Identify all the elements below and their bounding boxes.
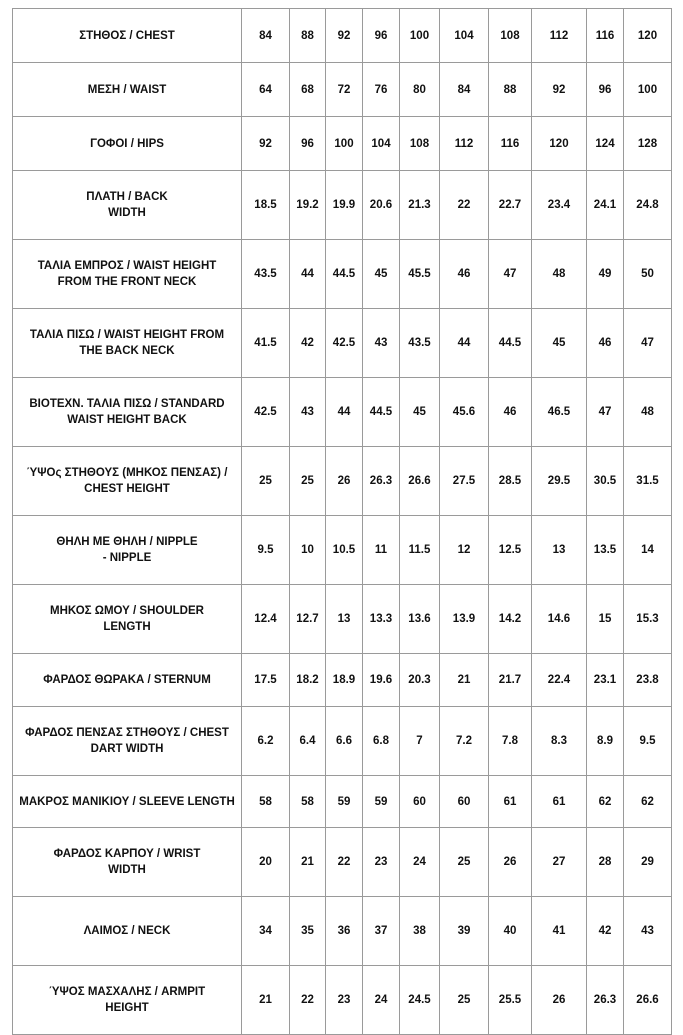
measurement-value: 43	[624, 897, 672, 966]
measurement-value: 45.5	[400, 240, 440, 309]
measurement-value: 23	[326, 966, 363, 1035]
measurement-value: 60	[400, 776, 440, 828]
measurement-value: 23.1	[587, 654, 624, 707]
measurement-value: 29.5	[532, 447, 587, 516]
measurement-label-cell	[13, 378, 242, 447]
measurement-value: 116	[587, 9, 624, 63]
measurement-value: 59	[326, 776, 363, 828]
measurement-value: 25	[440, 828, 489, 897]
measurement-value: 46	[587, 309, 624, 378]
measurement-label: ΛΑΙΜΟΣ / NECK	[83, 925, 171, 937]
measurement-label-cell	[13, 966, 242, 1035]
measurement-value: 88	[489, 63, 532, 117]
measurement-value: 22.7	[489, 171, 532, 240]
table-row	[13, 171, 672, 240]
measurement-value: 11	[363, 516, 400, 585]
size-chart-table	[12, 8, 672, 1035]
measurement-value: 24.1	[587, 171, 624, 240]
table-row	[13, 966, 672, 1035]
measurement-value: 64	[242, 63, 290, 117]
measurement-value: 11.5	[400, 516, 440, 585]
measurement-value: 24	[363, 966, 400, 1035]
measurement-value: 29	[624, 828, 672, 897]
measurement-value: 6.2	[242, 707, 290, 776]
measurement-value: 9.5	[624, 707, 672, 776]
measurement-value: 48	[532, 240, 587, 309]
measurement-value: 20.3	[400, 654, 440, 707]
measurement-value: 23.4	[532, 171, 587, 240]
measurement-value: 23.8	[624, 654, 672, 707]
measurement-label-cell	[13, 654, 242, 707]
measurement-value: 27	[532, 828, 587, 897]
measurement-value: 9.5	[242, 516, 290, 585]
measurement-value: 96	[587, 63, 624, 117]
measurement-value: 44.5	[326, 240, 363, 309]
measurement-value: 31.5	[624, 447, 672, 516]
measurement-value: 13	[326, 585, 363, 654]
measurement-value: 41.5	[242, 309, 290, 378]
measurement-label-cell	[13, 171, 242, 240]
measurement-value: 38	[400, 897, 440, 966]
measurement-value: 44.5	[489, 309, 532, 378]
measurement-value: 13.3	[363, 585, 400, 654]
measurement-label: ΣΤΗΘΟΣ / CHEST	[79, 29, 175, 42]
measurement-value: 46	[489, 378, 532, 447]
measurement-value: 6.4	[290, 707, 326, 776]
measurement-value: 22	[326, 828, 363, 897]
measurement-value: 42	[290, 309, 326, 378]
measurement-value: 10.5	[326, 516, 363, 585]
measurement-value: 49	[587, 240, 624, 309]
measurement-value: 23	[363, 828, 400, 897]
measurement-label: ΎΨΟΣ ΜΑΣΧΑΛΗΣ / ARMPIT HEIGHT	[48, 986, 206, 1014]
measurement-value: 26.6	[400, 447, 440, 516]
measurement-label: ΒΙΟΤΕΧΝ. ΤΑΛΙΑ ΠΙΣΩ / STANDARD WAIST HEIGHT BACK	[29, 398, 225, 426]
measurement-value: 21.7	[489, 654, 532, 707]
measurement-value: 26.6	[624, 966, 672, 1035]
measurement-label: ΘΗΛΗ ΜΕ ΘΗΛΗ / NIPPLE - NIPPLE	[56, 536, 198, 564]
measurement-value: 44.5	[363, 378, 400, 447]
measurement-value: 92	[326, 9, 363, 63]
measurement-value: 45	[400, 378, 440, 447]
table-row	[13, 776, 672, 828]
measurement-value: 7	[400, 707, 440, 776]
table-row	[13, 516, 672, 585]
measurement-value: 18.5	[242, 171, 290, 240]
measurement-label: ΓΟΦΟΙ / HIPS	[90, 137, 164, 150]
measurement-value: 7.2	[440, 707, 489, 776]
measurement-value: 7.8	[489, 707, 532, 776]
measurement-value: 12	[440, 516, 489, 585]
measurement-value: 19.6	[363, 654, 400, 707]
measurement-label-cell	[13, 240, 242, 309]
measurement-value: 58	[290, 776, 326, 828]
measurement-value: 20	[242, 828, 290, 897]
measurement-value: 19.9	[326, 171, 363, 240]
measurement-value: 24.5	[400, 966, 440, 1035]
measurement-value: 27.5	[440, 447, 489, 516]
table-row	[13, 828, 672, 897]
measurement-value: 96	[363, 9, 400, 63]
table-row	[13, 897, 672, 966]
measurement-value: 21.3	[400, 171, 440, 240]
measurement-label-cell	[13, 707, 242, 776]
table-row	[13, 378, 672, 447]
measurement-value: 58	[242, 776, 290, 828]
measurement-value: 62	[624, 776, 672, 828]
measurement-value: 25.5	[489, 966, 532, 1035]
measurement-value: 22	[440, 171, 489, 240]
measurement-value: 14	[624, 516, 672, 585]
measurement-value: 14.2	[489, 585, 532, 654]
measurement-value: 112	[532, 9, 587, 63]
measurement-value: 42.5	[326, 309, 363, 378]
measurement-value: 47	[624, 309, 672, 378]
measurement-value: 18.2	[290, 654, 326, 707]
measurement-value: 40	[489, 897, 532, 966]
measurement-value: 44	[326, 378, 363, 447]
measurement-value: 13.5	[587, 516, 624, 585]
measurement-value: 84	[440, 63, 489, 117]
measurement-value: 92	[532, 63, 587, 117]
measurement-value: 100	[400, 9, 440, 63]
measurement-label-cell	[13, 9, 242, 63]
measurement-value: 43.5	[400, 309, 440, 378]
measurement-value: 10	[290, 516, 326, 585]
measurement-value: 50	[624, 240, 672, 309]
measurement-label-cell	[13, 447, 242, 516]
measurement-value: 22	[290, 966, 326, 1035]
measurement-value: 120	[532, 117, 587, 171]
measurement-value: 12.7	[290, 585, 326, 654]
measurement-value: 21	[242, 966, 290, 1035]
measurement-label: ΜΑΚΡΟΣ ΜΑΝΙΚΙΟΥ / SLEEVE LENGTH	[19, 795, 235, 808]
measurement-value: 25	[242, 447, 290, 516]
measurement-value: 47	[489, 240, 532, 309]
measurement-value: 59	[363, 776, 400, 828]
measurement-value: 19.2	[290, 171, 326, 240]
measurement-label: ΜΗΚΟΣ ΩΜΟΥ / SHOULDER LENGTH	[50, 605, 204, 633]
measurement-value: 26	[489, 828, 532, 897]
measurement-value: 8.3	[532, 707, 587, 776]
measurement-label-cell	[13, 63, 242, 117]
measurement-value: 26	[532, 966, 587, 1035]
measurement-value: 128	[624, 117, 672, 171]
measurement-value: 45	[532, 309, 587, 378]
measurement-value: 41	[532, 897, 587, 966]
table-row	[13, 9, 672, 63]
measurement-value: 13.6	[400, 585, 440, 654]
measurement-value: 43	[363, 309, 400, 378]
measurement-value: 104	[440, 9, 489, 63]
measurement-value: 26.3	[587, 966, 624, 1035]
measurement-label-cell	[13, 897, 242, 966]
measurement-value: 12.5	[489, 516, 532, 585]
measurement-value: 47	[587, 378, 624, 447]
measurement-value: 21	[290, 828, 326, 897]
measurement-value: 100	[624, 63, 672, 117]
measurement-value: 28	[587, 828, 624, 897]
measurement-value: 45	[363, 240, 400, 309]
measurement-value: 80	[400, 63, 440, 117]
measurement-value: 46.5	[532, 378, 587, 447]
measurement-value: 20.6	[363, 171, 400, 240]
measurement-value: 61	[489, 776, 532, 828]
measurement-value: 17.5	[242, 654, 290, 707]
measurement-value: 42	[587, 897, 624, 966]
table-row	[13, 240, 672, 309]
measurement-label-cell	[13, 776, 242, 828]
table-row	[13, 117, 672, 171]
measurement-value: 24.8	[624, 171, 672, 240]
measurement-value: 76	[363, 63, 400, 117]
measurement-value: 6.8	[363, 707, 400, 776]
measurement-label: ΠΛΑΤΗ / BACK WIDTH	[86, 191, 168, 219]
measurement-label: ΦΑΡΔΟΣ ΘΩΡΑΚΑ / STERNUM	[43, 674, 211, 686]
measurement-value: 108	[400, 117, 440, 171]
measurement-value: 8.9	[587, 707, 624, 776]
measurement-label-cell	[13, 585, 242, 654]
measurement-value: 46	[440, 240, 489, 309]
measurement-value: 12.4	[242, 585, 290, 654]
measurement-value: 24	[400, 828, 440, 897]
table-row	[13, 585, 672, 654]
measurement-label: ΎΨΟς ΣΤΗΘΟΥΣ (ΜΗΚΟΣ ΠΕΝΣΑΣ) / CHEST HEIGHT	[26, 467, 228, 495]
measurement-value: 26.3	[363, 447, 400, 516]
measurement-value: 43	[290, 378, 326, 447]
table-row	[13, 309, 672, 378]
measurement-value: 25	[290, 447, 326, 516]
measurement-value: 35	[290, 897, 326, 966]
measurement-value: 108	[489, 9, 532, 63]
measurement-value: 34	[242, 897, 290, 966]
measurement-value: 18.9	[326, 654, 363, 707]
measurement-value: 124	[587, 117, 624, 171]
measurement-value: 96	[290, 117, 326, 171]
measurement-value: 28.5	[489, 447, 532, 516]
measurement-value: 48	[624, 378, 672, 447]
measurement-value: 116	[489, 117, 532, 171]
measurement-label-cell	[13, 309, 242, 378]
measurement-value: 15	[587, 585, 624, 654]
measurement-value: 13.9	[440, 585, 489, 654]
measurement-value: 60	[440, 776, 489, 828]
measurement-value: 88	[290, 9, 326, 63]
measurement-label: ΦΑΡΔΟΣ ΠΕΝΣΑΣ ΣΤΗΘΟΥΣ / CHEST DART WIDTH	[25, 727, 229, 755]
measurement-value: 13	[532, 516, 587, 585]
measurement-value: 26	[326, 447, 363, 516]
measurement-value: 21	[440, 654, 489, 707]
measurement-value: 61	[532, 776, 587, 828]
measurement-label: ΦΑΡΔΟΣ ΚΑΡΠΟΥ / WRIST WIDTH	[53, 848, 201, 876]
measurement-value: 120	[624, 9, 672, 63]
measurement-value: 100	[326, 117, 363, 171]
measurement-label-cell	[13, 117, 242, 171]
measurement-value: 30.5	[587, 447, 624, 516]
measurement-value: 6.6	[326, 707, 363, 776]
measurement-value: 39	[440, 897, 489, 966]
table-row	[13, 707, 672, 776]
table-row	[13, 447, 672, 516]
measurement-value: 14.6	[532, 585, 587, 654]
measurement-value: 45.6	[440, 378, 489, 447]
measurement-value: 72	[326, 63, 363, 117]
measurement-value: 15.3	[624, 585, 672, 654]
measurement-value: 43.5	[242, 240, 290, 309]
measurement-value: 37	[363, 897, 400, 966]
measurement-value: 104	[363, 117, 400, 171]
measurement-value: 42.5	[242, 378, 290, 447]
measurement-value: 36	[326, 897, 363, 966]
table-row	[13, 654, 672, 707]
measurement-value: 62	[587, 776, 624, 828]
measurement-label: ΤΑΛΙΑ ΠΙΣΩ / WAIST HEIGHT FROM THE BACK NECK	[29, 329, 225, 357]
measurement-value: 22.4	[532, 654, 587, 707]
measurement-label: ΜΕΣΗ / WAIST	[87, 83, 167, 96]
size-chart-body	[13, 9, 672, 1035]
measurement-label: ΤΑΛΙΑ ΕΜΠΡΟΣ / WAIST HEIGHT FROM THE FRONT NECK	[37, 260, 217, 288]
measurement-value: 84	[242, 9, 290, 63]
measurement-value: 92	[242, 117, 290, 171]
measurement-value: 68	[290, 63, 326, 117]
measurement-value: 44	[290, 240, 326, 309]
measurement-value: 25	[440, 966, 489, 1035]
measurement-label-cell	[13, 828, 242, 897]
table-row	[13, 63, 672, 117]
measurement-value: 112	[440, 117, 489, 171]
measurement-label-cell	[13, 516, 242, 585]
measurement-value: 44	[440, 309, 489, 378]
